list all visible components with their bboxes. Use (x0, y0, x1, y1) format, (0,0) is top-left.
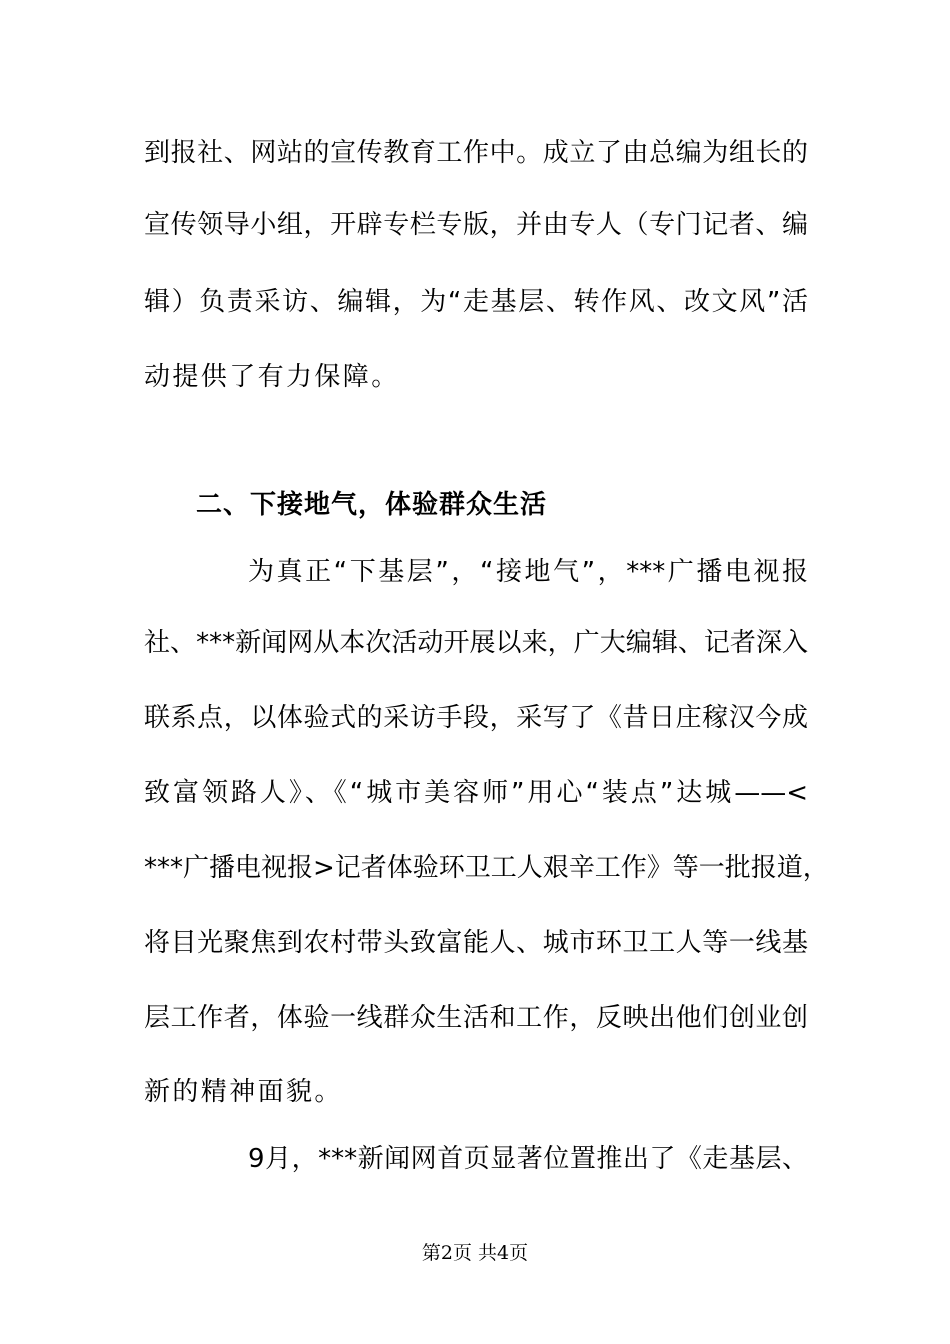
paragraph-line: 联系点，以体验式的采访手段，采写了《昔日庄稼汉今成 (144, 703, 808, 733)
section-heading: 二、下接地气，体验群众生活 (196, 490, 548, 520)
paragraph-line: 新的精神面貌。 (144, 1077, 343, 1107)
paragraph-line: ***广播电视报>记者体验环卫工人艰辛工作》等一批报道， (144, 853, 829, 883)
paragraph-line: 动提供了有力保障。 (144, 362, 400, 392)
paragraph-line: 宣传领导小组，开辟专栏专版，并由专人（专门记者、编 (144, 210, 808, 240)
paragraph-line: 层工作者，体验一线群众生活和工作，反映出他们创业创 (144, 1003, 808, 1033)
page-number-footer: 第2页 共4页 (421, 1242, 529, 1264)
paragraph-line: 到报社、网站的宣传教育工作中。成立了由总编为组长的 (144, 138, 808, 168)
paragraph-line: 将目光聚焦到农村带头致富能人、城市环卫工人等一线基 (144, 928, 808, 958)
paragraph-line: 9月，***新闻网首页显著位置推出了《走基层、 (248, 1144, 808, 1174)
paragraph-line: 致富领路人》、《“城市美容师”用心“装点”达城——< (144, 778, 808, 808)
paragraph-line: 辑）负责采访、编辑，为“走基层、转作风、改文风”活 (144, 287, 808, 317)
paragraph-line: 为真正“下基层”，“接地气”，***广播电视报 (248, 557, 808, 587)
paragraph-line: 社、***新闻网从本次活动开展以来，广大编辑、记者深入 (144, 628, 808, 658)
